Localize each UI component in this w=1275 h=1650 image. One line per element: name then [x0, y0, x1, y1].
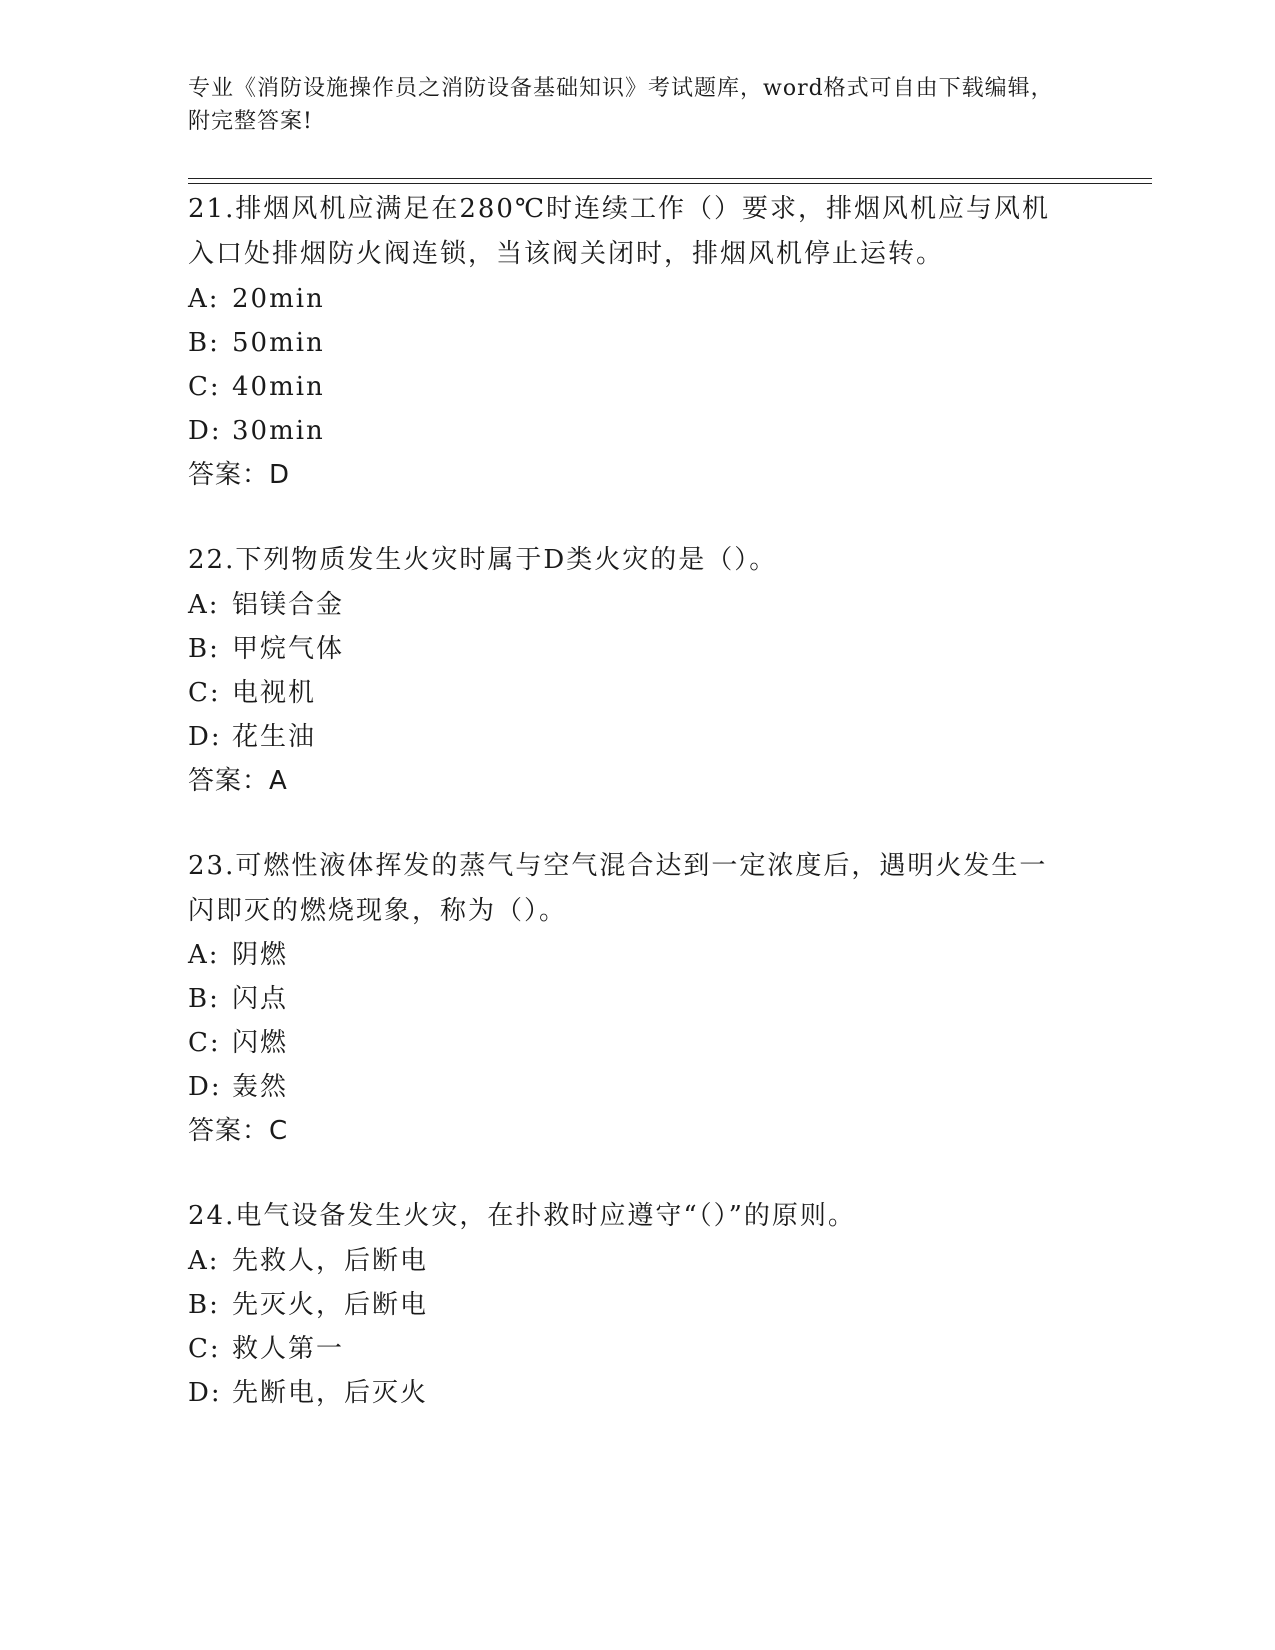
option-letter: D: — [188, 1072, 222, 1102]
option-letter: A: — [188, 284, 220, 314]
option-text: 铝镁合金 — [232, 590, 345, 620]
question-23-option-c — [188, 1021, 288, 1066]
option-text: 30min — [232, 416, 325, 446]
option-letter: C: — [188, 1334, 221, 1364]
option-letter: A: — [188, 940, 220, 970]
question-21-text: 21.排烟风机应满足在280℃时连续工作（）要求，排烟风机应与风机入口处排烟防火阀连锁，当该阀关闭时，排烟风机停止运转。 — [188, 194, 1051, 269]
question-22-option-b — [188, 627, 344, 672]
option-text: 50min — [232, 328, 325, 358]
question-21-option-d — [188, 409, 325, 454]
option-text: 电视机 — [232, 678, 317, 708]
option-letter: C: — [188, 678, 221, 708]
option-text: 先断电，后灭火 — [232, 1378, 429, 1408]
option-text: 先救人，后断电 — [232, 1246, 429, 1276]
question-24-option-b — [188, 1283, 428, 1328]
question-23-option-b — [188, 977, 288, 1022]
question-22-option-c — [188, 671, 316, 716]
option-letter: B: — [188, 328, 220, 358]
question-21-option-a — [188, 277, 325, 322]
question-24-text: 24.电气设备发生火灾，在扑救时应遵守“（）”的原则。 — [188, 1201, 856, 1231]
option-text: 闪燃 — [232, 1028, 289, 1058]
header-divider-top — [188, 178, 1152, 179]
option-text: 甲烷气体 — [232, 634, 345, 664]
option-letter: B: — [188, 1290, 220, 1320]
option-text: 先灭火，后断电 — [232, 1290, 429, 1320]
option-letter: C: — [188, 372, 221, 402]
option-text: 40min — [232, 372, 325, 402]
option-letter: C: — [188, 1028, 221, 1058]
question-24-option-c — [188, 1327, 344, 1372]
question-24-option-a — [188, 1239, 428, 1284]
question-22-option-d — [188, 715, 316, 760]
question-22-text: 22.下列物质发生火灾时属于D类火灾的是（）。 — [188, 545, 778, 575]
question-23-answer: 答案：C — [188, 1116, 289, 1146]
option-text: 花生油 — [232, 722, 317, 752]
option-text: 救人第一 — [232, 1334, 345, 1364]
question-23-option-a — [188, 933, 288, 978]
option-letter: B: — [188, 634, 220, 664]
option-letter: A: — [188, 1246, 220, 1276]
question-22-answer: 答案：A — [188, 766, 288, 796]
question-23-option-d — [188, 1065, 288, 1110]
option-letter: D: — [188, 1378, 222, 1408]
question-24-option-d — [188, 1371, 428, 1416]
document-header: 专业《消防设施操作员之消防设备基础知识》考试题库，word格式可自由下载编辑，附完整答案! — [188, 76, 1054, 134]
header-divider-bottom — [188, 183, 1152, 184]
option-letter: A: — [188, 590, 220, 620]
question-23-text: 23.可燃性液体挥发的蒸气与空气混合达到一定浓度后，遇明火发生一闪即灭的燃烧现象，称为（）。 — [188, 851, 1048, 926]
option-text: 阴燃 — [232, 940, 289, 970]
question-21-option-c — [188, 365, 325, 410]
option-letter: D: — [188, 722, 222, 752]
option-letter: B: — [188, 984, 220, 1014]
option-text: 轰然 — [232, 1072, 289, 1102]
question-21-option-b — [188, 321, 325, 366]
question-21-answer: 答案：D — [188, 460, 291, 490]
option-text: 20min — [232, 284, 325, 314]
question-22-option-a — [188, 583, 344, 628]
option-letter: D: — [188, 416, 222, 446]
option-text: 闪点 — [232, 984, 289, 1014]
